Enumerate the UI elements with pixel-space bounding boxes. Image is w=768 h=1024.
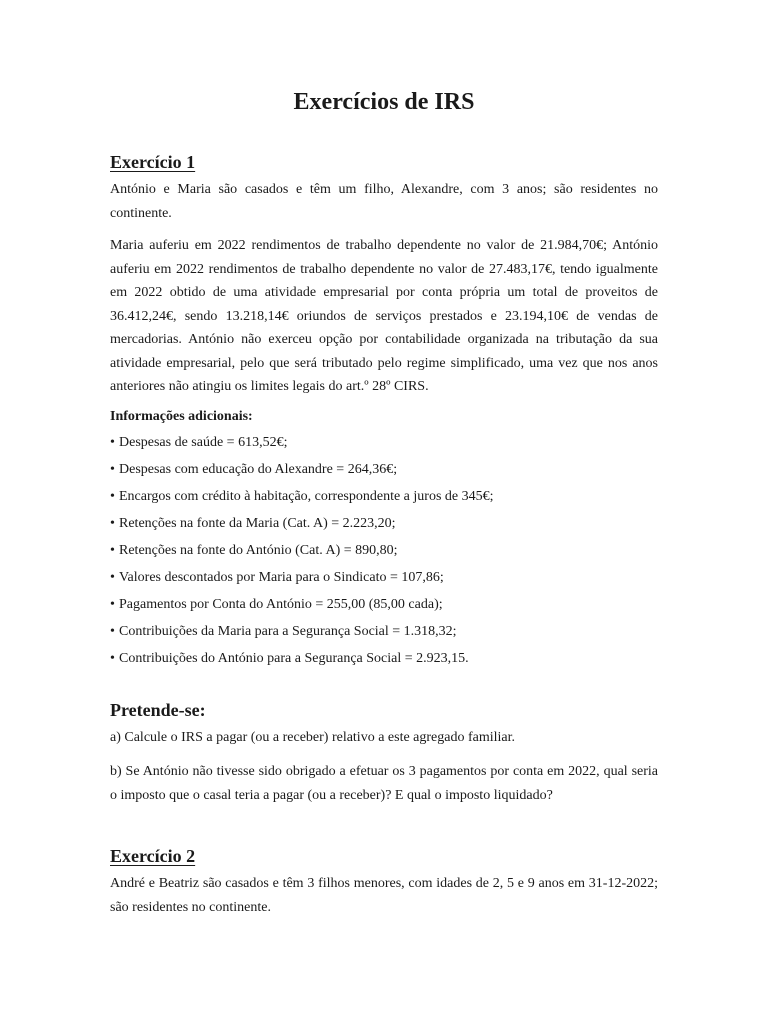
list-item-text: Despesas com educação do Alexandre = 264,36€; (119, 462, 398, 477)
bullet-icon: • (110, 435, 115, 450)
exercise-2-heading: Exercício 2 (110, 846, 196, 866)
list-item-text: Retenções na fonte da Maria (Cat. A) = 2.223,20; (119, 516, 396, 531)
bullet-icon: • (110, 543, 115, 558)
page-title: Exercícios de IRS (293, 89, 475, 115)
list-item (110, 591, 658, 618)
list-item-text: Despesas de saúde = 613,52€; (119, 435, 288, 450)
bullet-icon: • (110, 651, 115, 666)
list-item-text: Contribuições do António para a Segurança Social = 2.923,15. (119, 651, 469, 666)
question-b: b) Se António não tivesse sido obrigado a efetuar os 3 pagamentos por conta em 2022, qual seria o imposto que o casal teria a pagar (ou a receber)? E qual o imposto liquidado? (110, 764, 658, 803)
list-item (110, 618, 658, 645)
questions-heading: Pretende-se: (110, 700, 206, 720)
exercise-1-intro: António e Maria são casados e têm um filho, Alexandre, com 3 anos; são residentes no continente. (110, 182, 658, 221)
bullet-icon: • (110, 516, 115, 531)
list-item (110, 537, 658, 564)
additional-info-list (110, 429, 658, 672)
list-item (110, 429, 658, 456)
bullet-icon: • (110, 462, 115, 477)
list-item-text: Retenções na fonte do António (Cat. A) = 890,80; (119, 543, 398, 558)
list-item (110, 645, 658, 672)
bullet-icon: • (110, 597, 115, 612)
list-item (110, 483, 658, 510)
list-item-text: Contribuições da Maria para a Segurança Social = 1.318,32; (119, 624, 457, 639)
list-item-text: Encargos com crédito à habitação, correspondente a juros de 345€; (119, 489, 494, 504)
question-a: a) Calcule o IRS a pagar (ou a receber) relativo a este agregado familiar. (110, 730, 516, 745)
bullet-icon: • (110, 489, 115, 504)
exercise-1-heading: Exercício 1 (110, 152, 196, 172)
list-item (110, 564, 658, 591)
list-item-text: Valores descontados por Maria para o Sindicato = 107,86; (119, 570, 444, 585)
list-item (110, 510, 658, 537)
bullet-icon: • (110, 624, 115, 639)
list-item-text: Pagamentos por Conta do António = 255,00 (85,00 cada); (119, 597, 443, 612)
additional-info-heading: Informações adicionais: (110, 409, 253, 424)
exercise-1-body: Maria auferiu em 2022 rendimentos de trabalho dependente no valor de 21.984,70€; António auferiu em 2022 rendimentos de trabalho dependente no valor de 27.483,17€, tendo igualmente em 2022 obtido de uma atividade empresarial por conta própria um total de proveitos de 36.412,24€, sendo 13.218,14€ oriundos de serviços prestados e 23.194,10€ de vendas de mercadorias. António não exerceu opção por contabilidade organizada na tributação da sua atividade empresarial, pelo que será tributado pelo regime simplificado, uma vez que nos anos anteriores não atingiu os limites legais do art.º 28º CIRS. (110, 238, 658, 394)
document-page (110, 0, 658, 1024)
exercise-2-intro: André e Beatriz são casados e têm 3 filhos menores, com idades de 2, 5 e 9 anos em 31-12-2022; são residentes no continente. (110, 876, 658, 915)
bullet-icon: • (110, 570, 115, 585)
list-item (110, 456, 658, 483)
